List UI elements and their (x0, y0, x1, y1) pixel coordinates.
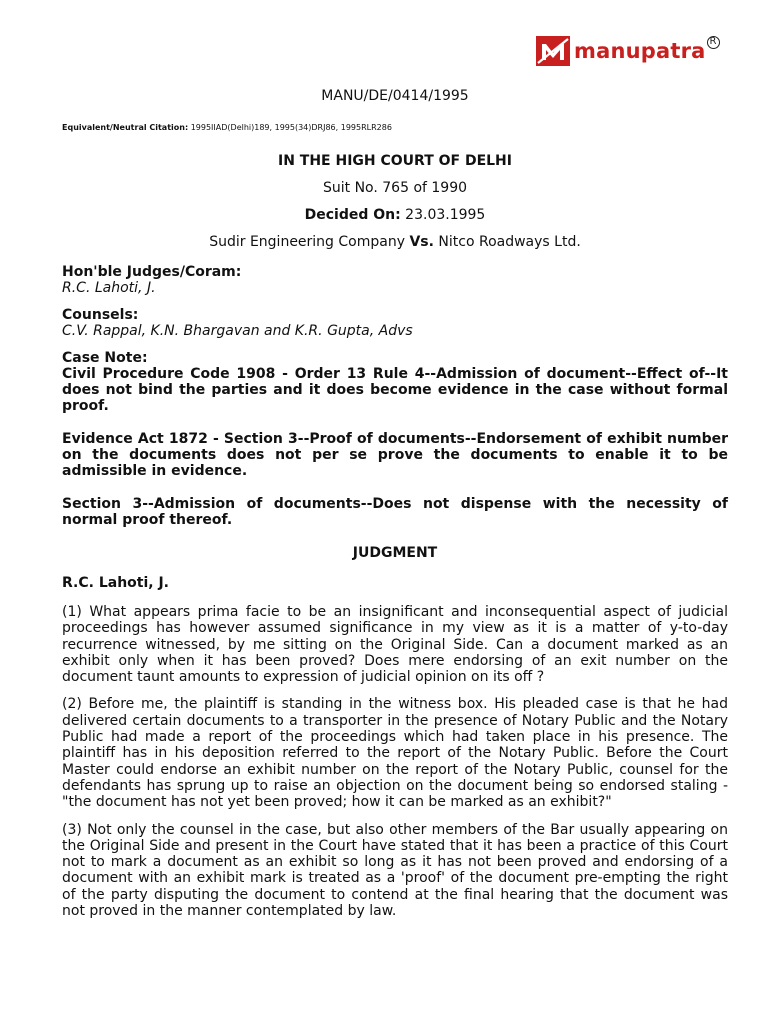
case-parties (62, 234, 728, 250)
counsels-names: C.V. Rappal, K.N. Bhargavan and K.R. Gupta, Advs (62, 323, 413, 339)
decided-on-date: 23.03.1995 (400, 207, 486, 223)
judges-heading: Hon'ble Judges/Coram: (62, 264, 242, 280)
case-note-item: Evidence Act 1872 - Section 3--Proof of documents--Endorsement of exhibit number on the documents does not per se prove the documents to enable it to be admissible in evidence. (62, 431, 728, 479)
case-note-heading: Case Note: (62, 350, 148, 366)
judgment-author: R.C. Lahoti, J. (62, 575, 169, 591)
manupatra-logo (536, 36, 720, 66)
judgment-paragraph: (2) Before me, the plaintiff is standing in the witness box. His pleaded case is that he had delivered certain documents to a transporter in the presence of Notary Public and the Notary Public had made a report of the proceedings which had taken place in his presence. The plaintiff has in his deposition referred to the report of the Notary Public. Before the Court Master could endorse an exhibit number on the report of the Notary Public, counsel for the defendants has sprung up to raise an objection on the document being so endorsed staling - "the document has not yet been proved; how it can be marked as an exhibit?" (62, 696, 728, 811)
judges-names: R.C. Lahoti, J. (62, 280, 156, 296)
case-note-item: Section 3--Admission of documents--Does not dispense with the necessity of normal proof thereof. (62, 496, 728, 528)
judgment-paragraph: (1) What appears prima facie to be an insignificant and inconsequential aspect of judicial proceedings has however assumed significance in my view as it is a matter of y-to-day recurrence witnessed, by me sitting on the Original Side. Can a document marked as an exhibit only when it has been proved? Does mere endorsing of an exit number on the document taunt amounts to expression of judicial opinion on its off ? (62, 604, 728, 686)
party-defendant: Nitco Roadways Ltd. (433, 234, 581, 250)
court-name: IN THE HIGH COURT OF DELHI (277, 153, 512, 169)
logo-wordmark: manupatra (574, 39, 706, 63)
decided-on (62, 207, 728, 223)
equivalent-citation (62, 123, 728, 132)
case-note-item: Civil Procedure Code 1908 - Order 13 Rule 4--Admission of document--Effect of--It does not bind the parties and it does become evidence in the case without formal proof. (62, 366, 728, 414)
judgment-title: JUDGMENT (352, 545, 438, 561)
judgment-paragraph: (3) Not only the counsel in the case, but also other members of the Bar usually appearing on the Original Side and present in the Court have stated that it has been a practice of this Court not to mark a document as an exhibit so long as it has not been proved and endorsing of a document with an exhibit mark is treated as a 'proof' of the document pre-empting the right of the party disputing the document to contend at the final hearing that the document was not proved in the manner contemplated by law. (62, 821, 728, 920)
equivalent-citation-value: 1995IIAD(Delhi)189, 1995(34)DRJ86, 1995RLR286 (188, 123, 392, 132)
registered-mark: R (707, 36, 720, 49)
decided-on-label: Decided On: (304, 207, 401, 223)
manu-citation: MANU/DE/0414/1995 (321, 88, 469, 104)
versus-label: Vs. (409, 234, 434, 250)
counsels-heading: Counsels: (62, 307, 139, 323)
manupatra-logo-icon (536, 36, 570, 66)
party-plaintiff: Sudir Engineering Company (209, 234, 410, 250)
document-body (62, 88, 728, 930)
equivalent-citation-label: Equivalent/Neutral Citation: (62, 123, 189, 132)
suit-number: Suit No. 765 of 1990 (322, 180, 468, 196)
